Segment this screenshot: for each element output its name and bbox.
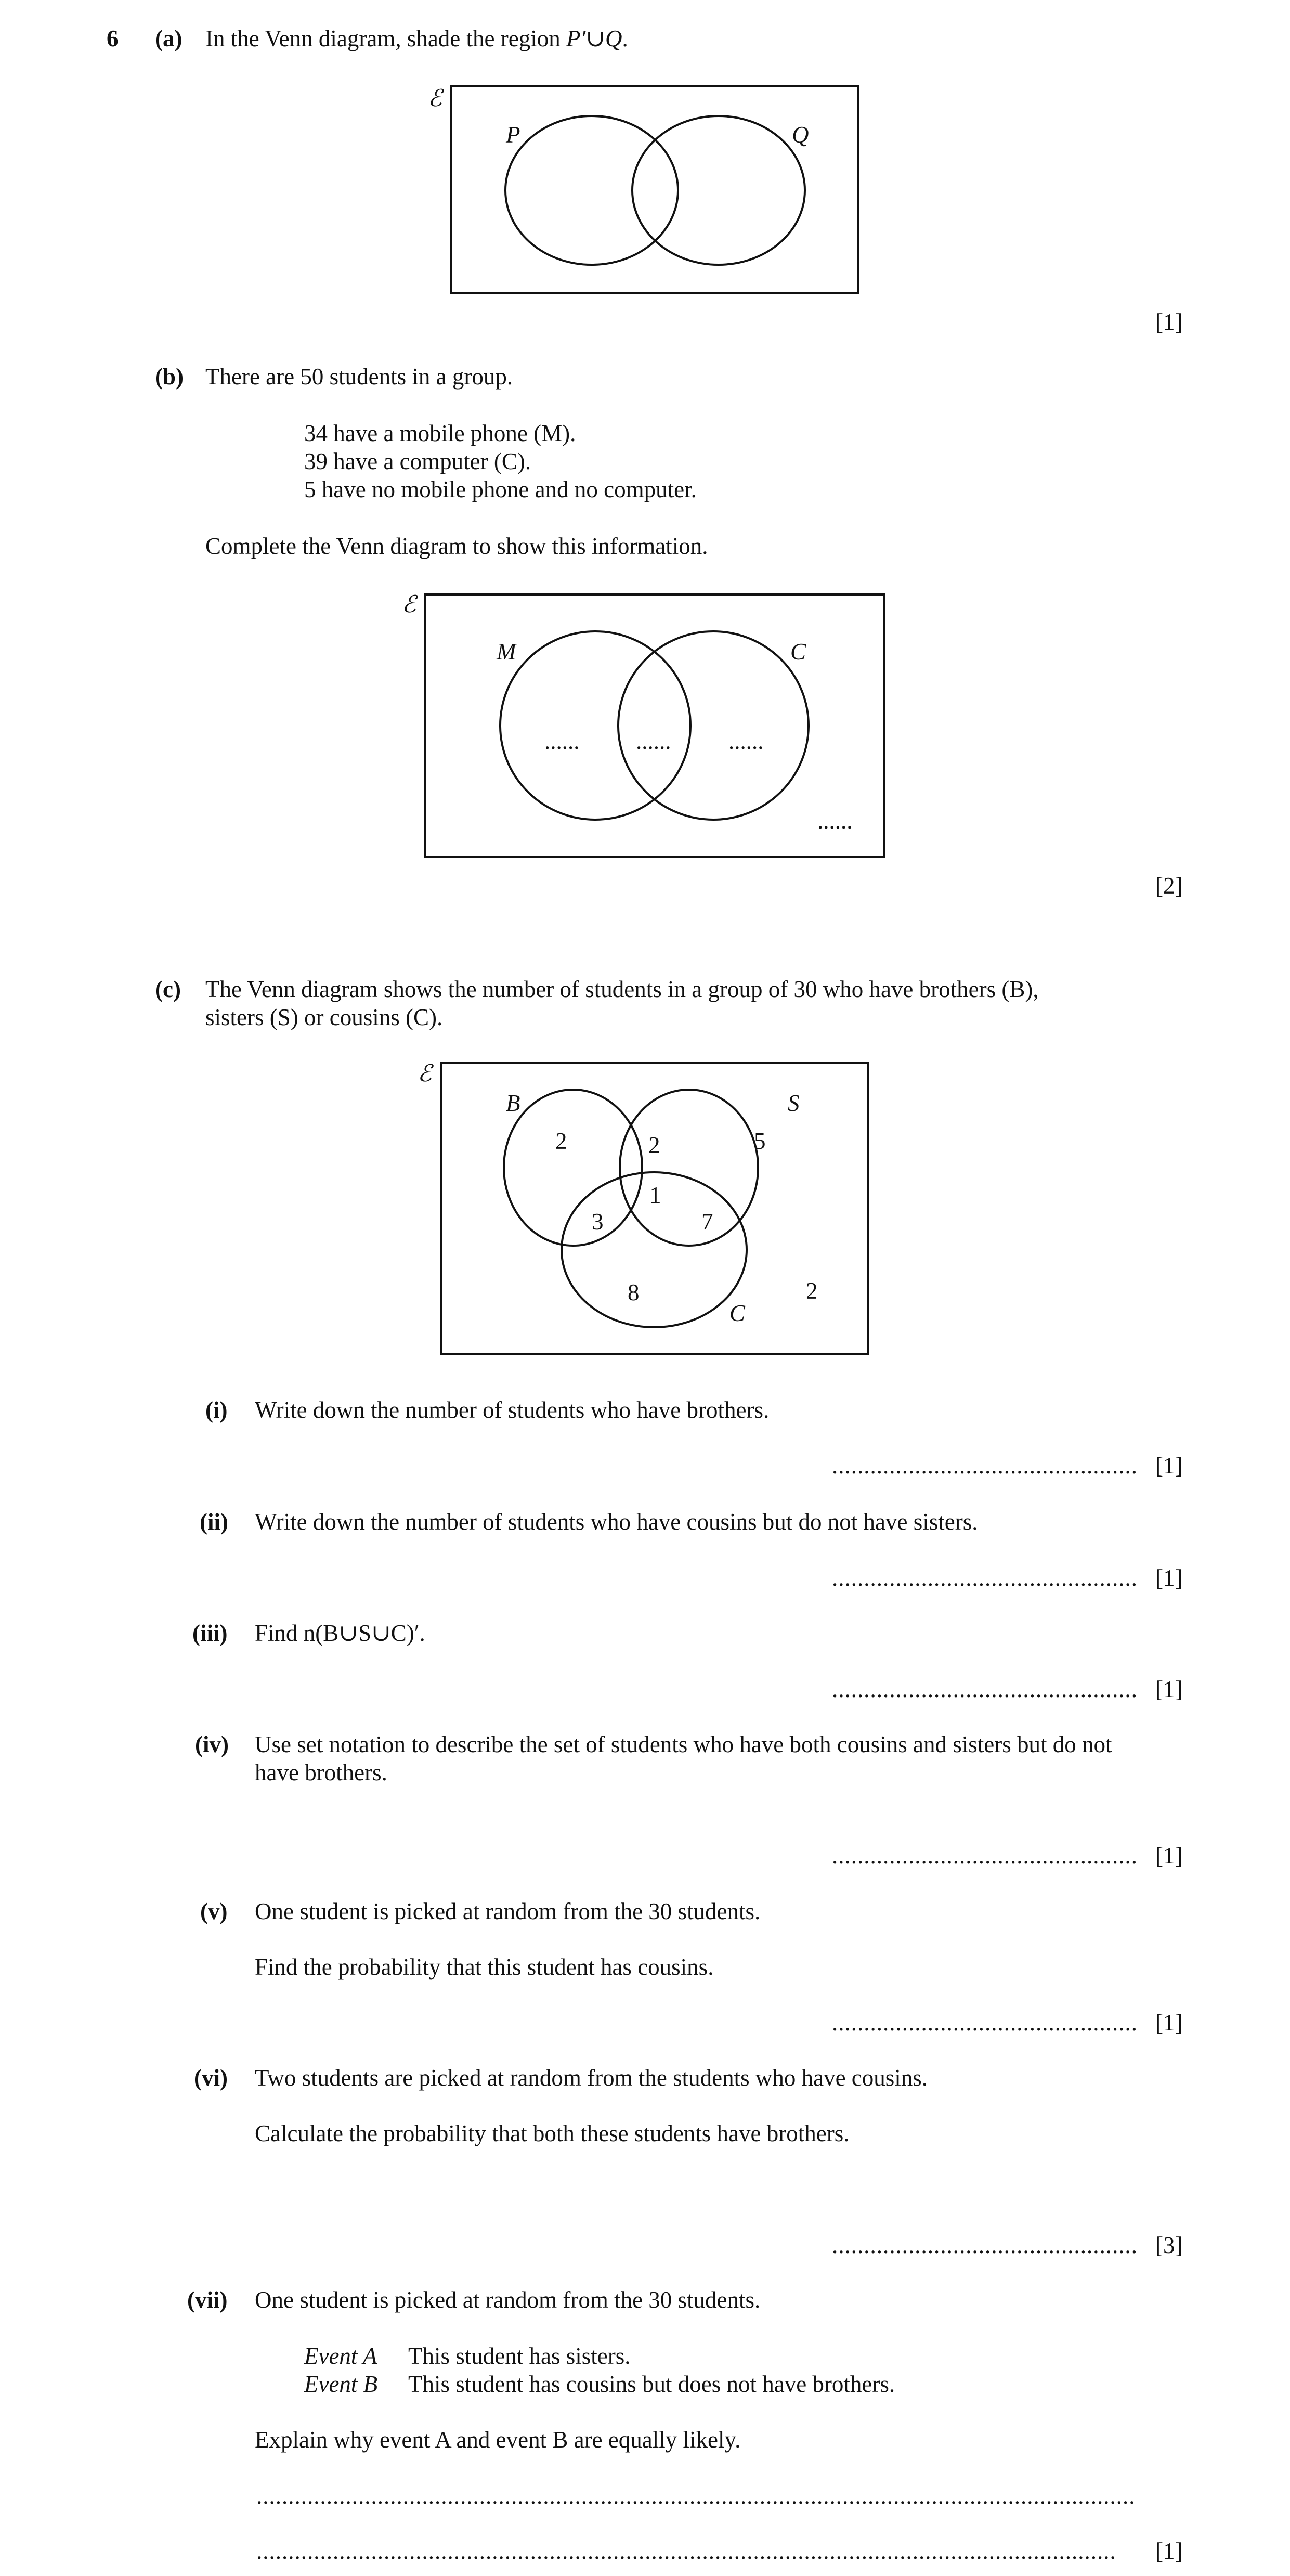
set-c-circle: [618, 631, 809, 820]
part-b-fact-2: 39 have a computer (C).: [304, 448, 531, 474]
part-c-ii-marks: [1]: [1155, 1565, 1183, 1591]
venn-diagram-c: [400, 1051, 894, 1363]
region-b-only: 2: [555, 1128, 567, 1154]
part-b-fact-1: 34 have a mobile phone (M).: [304, 420, 576, 446]
blank-outside[interactable]: ......: [817, 808, 853, 834]
set-c-label: C: [729, 1300, 746, 1326]
part-c-iii-marks: [1]: [1155, 1676, 1183, 1702]
event-b-name: Event B: [304, 2371, 378, 2397]
part-c-v-marks: [1]: [1155, 2010, 1183, 2036]
part-a-marks: [1]: [1155, 309, 1183, 335]
part-c-iv-question-line-2: have brothers.: [255, 1759, 387, 1785]
venn-diagram-b[interactable]: [390, 582, 910, 863]
part-c-v-label: (v): [200, 1898, 228, 1924]
part-c-v-question-line-2: Find the probability that this student has cousins.: [255, 1954, 714, 1980]
region-s-and-c: 7: [701, 1209, 713, 1235]
universal-symbol: ℰ: [402, 591, 416, 617]
blank-m-and-c[interactable]: ......: [636, 728, 671, 754]
set-q-label: Q: [792, 122, 809, 148]
venn-diagram-a[interactable]: [416, 78, 884, 302]
blank-c-only[interactable]: ......: [728, 728, 764, 754]
set-p-circle[interactable]: [505, 116, 678, 265]
set-q-circle[interactable]: [632, 116, 805, 265]
set-b-circle: [504, 1090, 642, 1246]
set-p-label: P: [506, 122, 520, 148]
part-c-v-answer-line[interactable]: ................................................: [832, 2010, 1138, 2036]
part-c-vi-question-line-1: Two students are picked at random from the students who have cousins.: [255, 2065, 928, 2091]
part-c-vii-answer-line-2[interactable]: .......................................................................................................................................: [256, 2538, 1116, 2564]
event-a-description: This student has sisters.: [408, 2343, 631, 2369]
blank-m-only[interactable]: ......: [544, 728, 580, 754]
part-c-vii-question: One student is picked at random from the 30 students.: [255, 2287, 761, 2313]
part-c-vii-answer-line-1[interactable]: ..........................................................................................................................................: [256, 2483, 1136, 2509]
part-c-intro-line-2: sisters (S) or cousins (C).: [205, 1004, 443, 1030]
region-s-only: 5: [754, 1128, 766, 1154]
part-c-vi-label: (vi): [194, 2065, 228, 2091]
question-number: 6: [107, 25, 119, 51]
event-b-description: This student has cousins but does not have brothers.: [408, 2371, 895, 2397]
event-a-name: Event A: [304, 2343, 377, 2369]
part-c-label: (c): [155, 976, 181, 1002]
part-c-i-label: (i): [205, 1397, 228, 1423]
set-m-label: M: [497, 639, 516, 665]
part-b-marks: [2]: [1155, 873, 1183, 899]
universal-set-box: [441, 1063, 868, 1354]
universal-set-box: [425, 594, 884, 857]
part-c-vii-marks: [1]: [1155, 2538, 1183, 2564]
part-c-v-question-line-1: One student is picked at random from the 30 students.: [255, 1898, 761, 1924]
part-c-iii-answer-line[interactable]: ................................................: [832, 1676, 1138, 1702]
part-c-iv-label: (iv): [195, 1731, 229, 1757]
part-c-i-answer-line[interactable]: ................................................: [832, 1453, 1138, 1479]
part-c-iv-marks: [1]: [1155, 1843, 1183, 1869]
part-c-ii-answer-line[interactable]: ................................................: [832, 1565, 1138, 1591]
set-m-circle: [500, 631, 690, 820]
region-b-and-c: 3: [592, 1209, 604, 1235]
part-c-i-question: Write down the number of students who have brothers.: [255, 1397, 770, 1423]
universal-symbol: ℰ: [418, 1060, 432, 1086]
part-b-label: (b): [155, 364, 184, 390]
part-c-iv-answer-line[interactable]: ................................................: [832, 1843, 1138, 1869]
region-b-and-s: 2: [648, 1132, 660, 1158]
set-b-label: B: [506, 1090, 520, 1116]
part-c-vii-label: (vii): [187, 2287, 228, 2313]
part-b-fact-3: 5 have no mobile phone and no computer.: [304, 476, 697, 502]
part-c-ii-question: Write down the number of students who have cousins but do not have sisters.: [255, 1509, 978, 1535]
part-a-expression: P′∪Q: [566, 25, 622, 51]
part-c-iii-label: (iii): [192, 1620, 228, 1646]
part-c-vi-question-line-2: Calculate the probability that both these students have brothers.: [255, 2120, 850, 2146]
part-c-iv-question-line-1: Use set notation to describe the set of students who have both cousins and sisters but do not: [255, 1731, 1112, 1757]
set-c-label: C: [790, 639, 806, 665]
part-c-vii-instruction: Explain why event A and event B are equally likely.: [255, 2427, 741, 2453]
set-s-circle: [620, 1090, 758, 1246]
part-c-vi-answer-line[interactable]: ................................................: [832, 2232, 1138, 2258]
part-c-i-marks: [1]: [1155, 1453, 1183, 1479]
universal-set-box: [451, 86, 858, 293]
part-a-label: (a): [155, 25, 183, 51]
part-a-question: In the Venn diagram, shade the region P′∪Q.: [205, 25, 628, 51]
set-s-label: S: [788, 1090, 800, 1116]
region-c-only: 8: [628, 1279, 640, 1305]
universal-symbol: ℰ: [428, 85, 442, 111]
region-outside: 2: [806, 1278, 818, 1304]
part-c-intro-line-1: The Venn diagram shows the number of students in a group of 30 who have brothers (B),: [205, 976, 1039, 1002]
region-all-three: 1: [649, 1182, 661, 1208]
part-c-vi-marks: [3]: [1155, 2232, 1183, 2258]
part-c-iii-question: Find n(B∪S∪C)′.: [255, 1620, 425, 1646]
part-b-instruction: Complete the Venn diagram to show this information.: [205, 533, 708, 559]
part-b-intro: There are 50 students in a group.: [205, 364, 513, 390]
part-c-ii-label: (ii): [200, 1509, 228, 1535]
